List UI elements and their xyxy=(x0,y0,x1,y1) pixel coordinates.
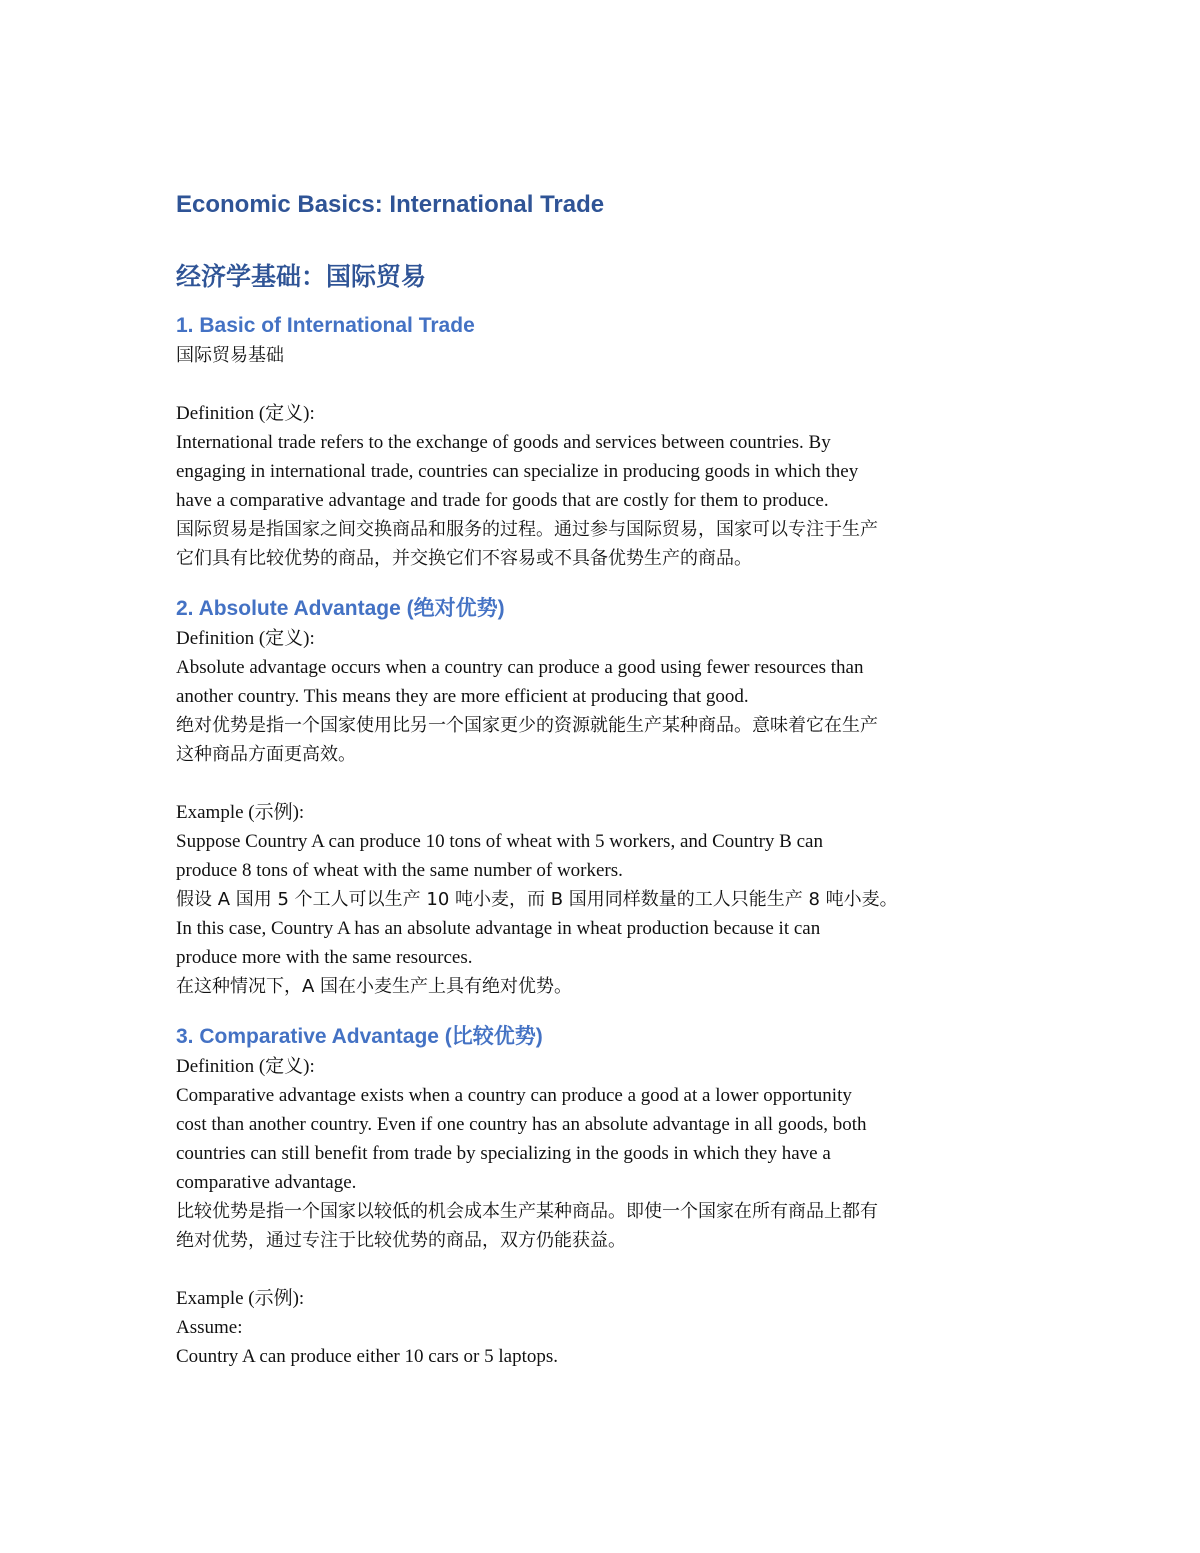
definition-en-line: another country. This means they are more efficient at producing that good. xyxy=(176,686,749,707)
section-heading-comparative-advantage: 3. Comparative Advantage (比较优势) xyxy=(176,1025,543,1048)
example-label: Example (示例): xyxy=(176,1288,305,1309)
example-cn-line: 假设 A 国用 5 个工人可以生产 10 吨小麦，而 B 国用同样数量的工人只能生产 8 吨小麦。 xyxy=(176,889,898,910)
example-en-line: produce 8 tons of wheat with the same number of workers. xyxy=(176,860,623,881)
definition-cn-line: 国际贸易是指国家之间交换商品和服务的过程。通过参与国际贸易，国家可以专注于生产 xyxy=(176,519,878,540)
definition-en-line: comparative advantage. xyxy=(176,1172,357,1193)
document-body xyxy=(176,188,1026,1371)
definition-cn-line: 它们具有比较优势的商品，并交换它们不容易或不具备优势生产的商品。 xyxy=(176,548,752,569)
example-en-line: produce more with the same resources. xyxy=(176,947,473,968)
definition-en-line: Comparative advantage exists when a country can produce a good at a lower opportunity xyxy=(176,1085,852,1106)
definition-cn-line: 比较优势是指一个国家以较低的机会成本生产某种商品。即使一个国家在所有商品上都有 xyxy=(176,1201,878,1222)
definition-label: Definition (定义): xyxy=(176,403,315,424)
definition-en-line: Absolute advantage occurs when a country can produce a good using fewer resources than xyxy=(176,657,864,678)
definition-en-line: have a comparative advantage and trade for goods that are costly for them to produce. xyxy=(176,490,829,511)
example-cn-line: 在这种情况下，A 国在小麦生产上具有绝对优势。 xyxy=(176,976,573,997)
definition-label: Definition (定义): xyxy=(176,1056,315,1077)
definition-cn-line: 绝对优势，通过专注于比较优势的商品，双方仍能获益。 xyxy=(176,1230,626,1251)
definition-en-line: engaging in international trade, countries can specialize in producing goods in which they xyxy=(176,461,859,482)
definition-en-line: countries can still benefit from trade by specializing in the goods in which they have a xyxy=(176,1143,831,1164)
example-en-line: In this case, Country A has an absolute advantage in wheat production because it can xyxy=(176,918,821,939)
document-title-en: Economic Basics: International Trade xyxy=(176,191,605,218)
assume-label: Assume: xyxy=(176,1317,243,1338)
example-label: Example (示例): xyxy=(176,802,305,823)
definition-en-line: cost than another country. Even if one country has an absolute advantage in all goods, both xyxy=(176,1114,867,1135)
definition-cn-line: 这种商品方面更高效。 xyxy=(176,744,356,765)
document-title-cn: 经济学基础：国际贸易 xyxy=(176,262,427,291)
definition-cn-line: 绝对优势是指一个国家使用比另一个国家更少的资源就能生产某种商品。意味着它在生产 xyxy=(176,715,878,736)
assume-line: Country A can produce either 10 cars or 5 laptops. xyxy=(176,1346,559,1367)
section-heading-absolute-advantage: 2. Absolute Advantage (绝对优势) xyxy=(176,597,505,620)
section-subheading-cn: 国际贸易基础 xyxy=(176,345,284,366)
example-en-line: Suppose Country A can produce 10 tons of wheat with 5 workers, and Country B can xyxy=(176,831,823,852)
section-heading-basic-trade: 1. Basic of International Trade xyxy=(176,314,475,337)
definition-en-line: International trade refers to the exchange of goods and services between countries. By xyxy=(176,432,831,453)
definition-label: Definition (定义): xyxy=(176,628,315,649)
